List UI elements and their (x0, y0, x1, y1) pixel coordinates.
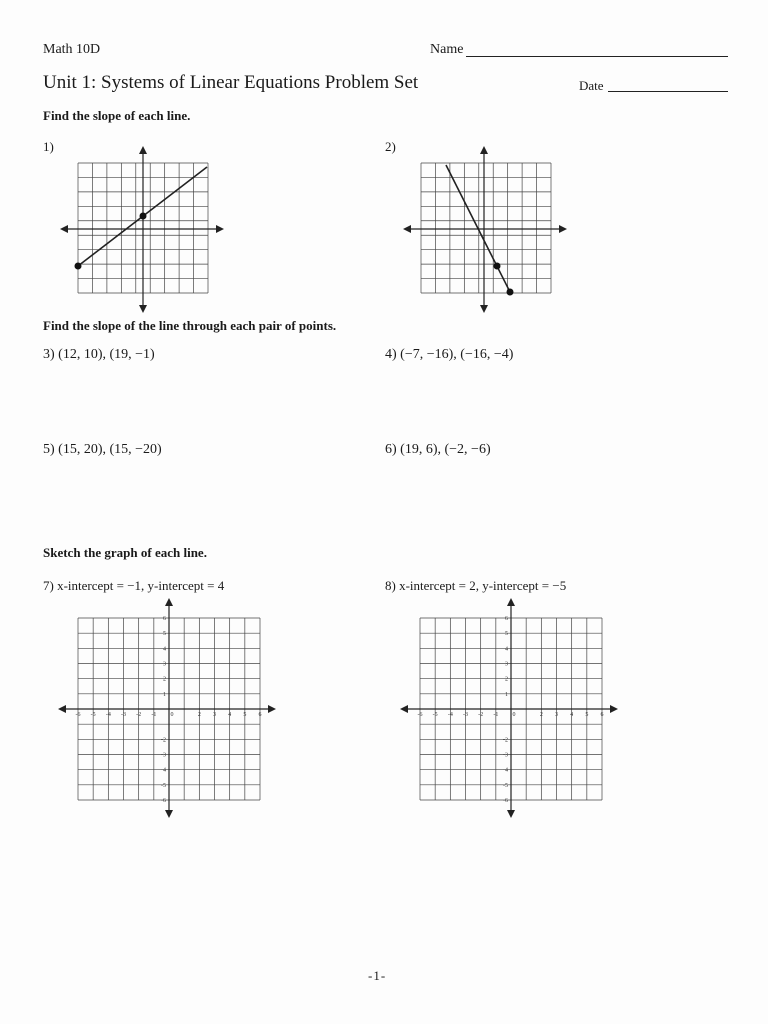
x-tick-label: -6 (417, 712, 423, 718)
x-tick-label: -4 (447, 712, 453, 718)
problem-7 (43, 578, 224, 594)
problem-8-text: x-intercept = 2, y-intercept = −5 (399, 578, 567, 593)
page-number: -1- (368, 968, 387, 983)
y-tick-label: -6 (161, 798, 166, 804)
problem-4-text: (−7, −16), (−16, −4) (400, 347, 514, 362)
grid (421, 163, 551, 293)
x-axis (60, 225, 224, 233)
y-tick-label: -4 (503, 767, 508, 774)
x-tick-label: -3 (121, 712, 126, 718)
x-tick-label: 2 (197, 712, 201, 718)
x-tick-label: 6 (258, 712, 262, 718)
y-tick-label: -6 (503, 798, 508, 804)
y-tick-label: -4 (161, 767, 166, 774)
x-tick-label: 3 (213, 712, 216, 718)
problem-3-text: (12, 10), (19, −1) (58, 347, 155, 362)
problem-2-graph (403, 145, 573, 315)
problem-3 (43, 347, 155, 363)
x-tick-label: 3 (555, 712, 558, 718)
problem-7-number: 7) (43, 578, 54, 593)
y-tick-label: 4 (163, 646, 166, 653)
section-heading-slope-graphs: Find the slope of each line. (43, 108, 191, 123)
y-tick-label: 3 (505, 661, 508, 668)
problem-7-text: x-intercept = −1, y-intercept = 4 (57, 578, 225, 593)
name-field-line[interactable] (466, 56, 728, 57)
y-tick-label: 2 (163, 676, 166, 683)
name-label: Name (430, 42, 464, 57)
x-tick-label: 4 (570, 712, 574, 718)
date-label: Date (579, 78, 604, 93)
problem-6-number: 6) (385, 442, 397, 457)
y-tick-label: 5 (163, 631, 166, 638)
problem-5-number: 5) (43, 442, 55, 457)
problem-1-graph (60, 145, 230, 315)
y-tick-label: 1 (163, 691, 166, 698)
problem-1-number: 1) (43, 139, 54, 154)
x-tick-label: 4 (228, 712, 232, 718)
problem-4 (385, 347, 513, 363)
x-tick-label: 5 (585, 712, 589, 718)
y-tick-label: -2 (503, 737, 508, 744)
x-tick-label: -6 (75, 712, 81, 718)
x-tick-label: 0 (170, 712, 174, 718)
y-tick-label: -2 (161, 737, 166, 744)
y-tick-label: 5 (505, 631, 508, 638)
point-marker (507, 289, 514, 296)
y-tick-label: 6 (163, 616, 166, 622)
y-tick-label: 4 (505, 646, 508, 653)
problem-5-text: (15, 20), (15, −20) (58, 442, 162, 457)
y-tick-label: -3 (503, 752, 508, 759)
x-tick-label: -1 (151, 712, 157, 718)
x-axis (403, 225, 567, 233)
x-tick-label: 0 (512, 712, 516, 718)
section-heading-slope-points: Find the slope of the line through each pair of points. (43, 318, 337, 333)
course-label: Math 10D (43, 42, 101, 57)
problem-7-graph (58, 596, 278, 821)
problem-8-graph (400, 596, 620, 821)
y-tick-label: 1 (505, 691, 508, 698)
point-marker (75, 263, 82, 270)
x-tick-label: -2 (478, 712, 484, 718)
problem-8 (385, 578, 566, 594)
date-field-line[interactable] (608, 91, 728, 92)
x-tick-label: 2 (539, 712, 543, 718)
point-marker (140, 213, 147, 220)
y-tick-label: -3 (161, 752, 166, 759)
problem-4-number: 4) (385, 347, 397, 362)
point-marker (494, 263, 501, 270)
problem-8-number: 8) (385, 578, 396, 593)
problem-2-number: 2) (385, 139, 396, 154)
y-tick-label: 3 (163, 661, 166, 668)
y-tick-label: 2 (505, 676, 508, 683)
x-tick-label: -2 (136, 712, 142, 718)
x-tick-label: -4 (105, 712, 111, 718)
y-tick-label: -5 (503, 782, 508, 789)
x-tick-label: -5 (90, 712, 96, 718)
x-tick-label: 6 (600, 712, 604, 718)
section-heading-sketch: Sketch the graph of each line. (43, 545, 207, 560)
x-tick-label: -3 (463, 712, 468, 718)
y-tick-label: 6 (505, 616, 508, 622)
y-tick-label: -5 (161, 782, 166, 789)
x-tick-label: 5 (243, 712, 247, 718)
page-title: Unit 1: Systems of Linear Equations Problem Set (43, 72, 419, 93)
problem-6 (385, 442, 491, 458)
problem-5 (43, 442, 162, 458)
x-tick-label: -1 (493, 712, 499, 718)
x-tick-label: -5 (432, 712, 438, 718)
problem-3-number: 3) (43, 347, 55, 362)
problem-6-text: (19, 6), (−2, −6) (400, 442, 491, 457)
